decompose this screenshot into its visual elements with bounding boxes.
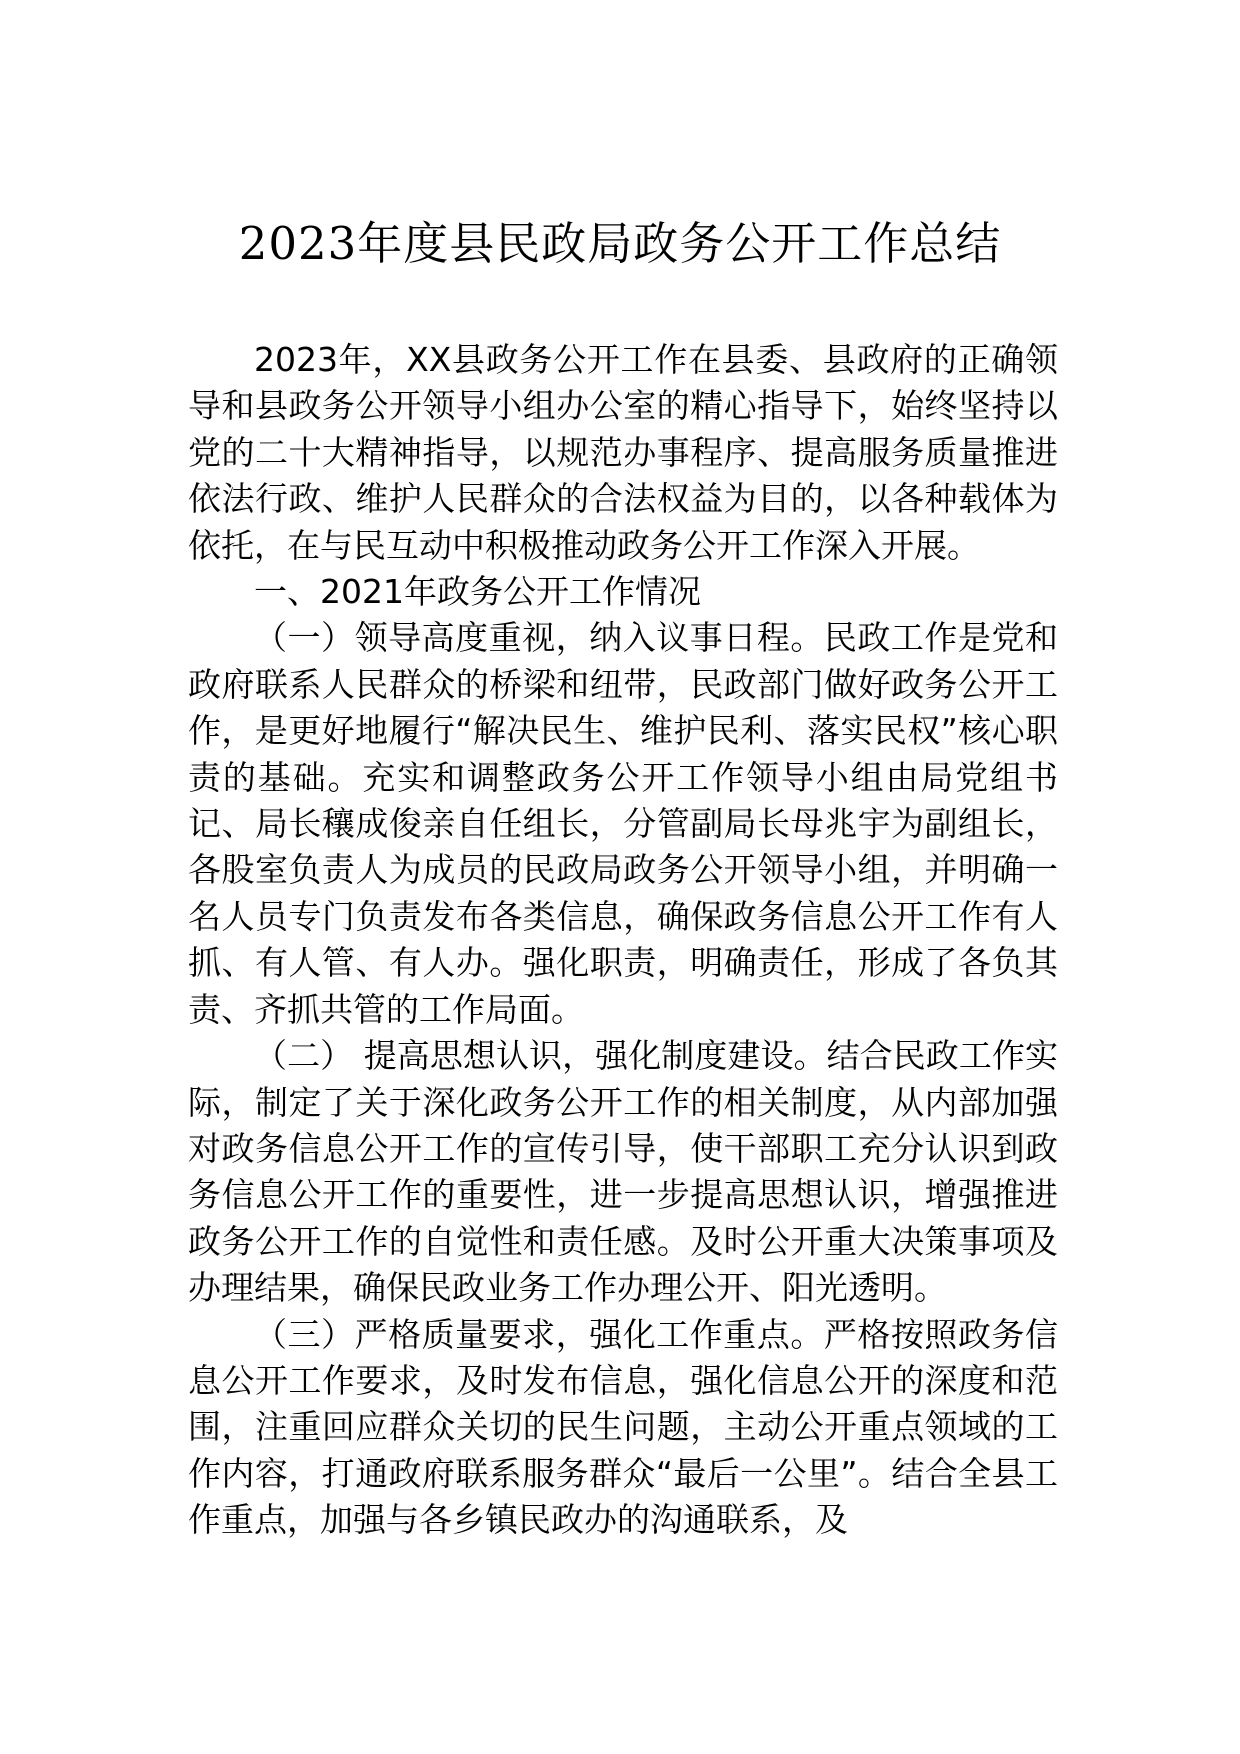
section-heading-1: 一、2021年政务公开工作情况 [254, 572, 701, 612]
document-title: 2023年度县民政局政务公开工作总结 [238, 217, 1002, 270]
paragraph-2: （二） 提高思想认识，强化制度建设。结合民政工作实际，制定了关于深化政务公开工作的相关制度，从内部加强对政务信息公开工作的宣传引导，使干部职工充分认识到政务信息公开工作的重要性，进一步提高思想认识，增强推进政务公开工作的自觉性和责任感。及时公开重大决策事项及办理结果，确保民政业务工作办理公开、阳光透明。 [188, 1036, 1058, 1308]
paragraph-1: （一）领导高度重视，纳入议事日程。民政工作是党和政府联系人民群众的桥梁和纽带，民政部门做好政务公开工作，是更好地履行“解决民生、维护民利、落实民权”核心职责的基础。充实和调整政务公开工作领导小组由局党组书记、局长穰成俊亲自任组长，分管副局长母兆宇为副组长，各股室负责人为成员的民政局政务公开领导小组，并明确一名人员专门负责发布各类信息，确保政务信息公开工作有人抓、有人管、有人办。强化职责，明确责任，形成了各负其责、齐抓共管的工作局面。 [188, 618, 1058, 1029]
paragraph-3: （三）严格质量要求，强化工作重点。严格按照政务信息公开工作要求，及时发布信息，强化信息公开的深度和范围，注重回应群众关切的民生问题，主动公开重点领域的工作内容，打通政府联系服务群众“最后一公里”。结合全县工作重点，加强与各乡镇民政办的沟通联系，及 [188, 1314, 1058, 1540]
paragraph-intro: 2023年，XX县政务公开工作在县委、县政府的正确领导和县政务公开领导小组办公室的精心指导下，始终坚持以党的二十大精神指导，以规范办事程序、提高服务质量推进依法行政、维护人民群众的合法权益为目的，以各种载体为依托，在与民互动中积极推动政务公开工作深入开展。 [188, 340, 1058, 565]
document-body [188, 337, 1058, 1544]
